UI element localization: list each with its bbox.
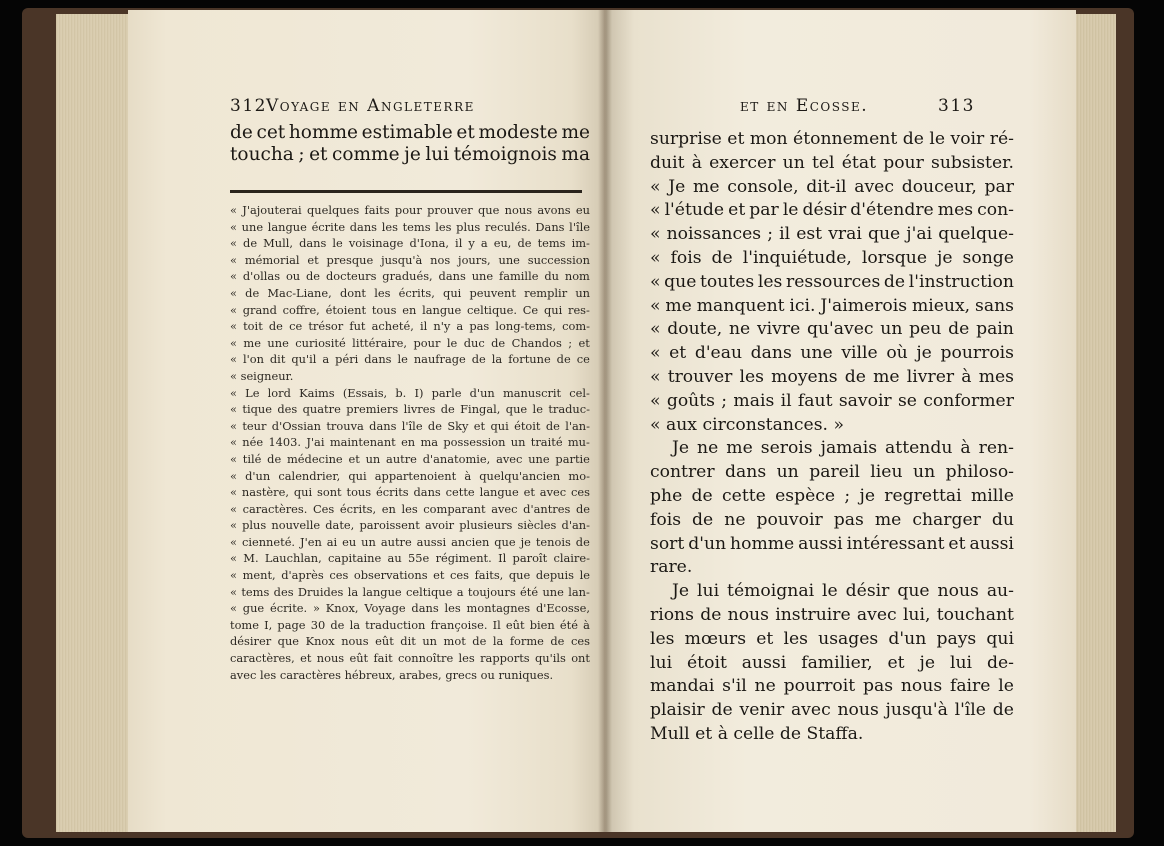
body-line: Mull et à celle de Staffa. bbox=[650, 723, 864, 744]
footnote-line: « tique des quatre premiers livres de Fingal, que le traduc- bbox=[230, 402, 590, 417]
body-line: Je ne me serois jamais attendu à ren- bbox=[672, 438, 1014, 459]
footnote-line: caractères, et nous eût fait connoître les rapports qu'ils ont bbox=[230, 651, 590, 666]
body-line: « que toutes les ressources de l'instruction bbox=[650, 271, 1014, 292]
body-line: de cet homme estimable et modeste me bbox=[230, 122, 590, 143]
footnote-line: « mémorial et presque jusqu'à nos jours, une succession bbox=[230, 252, 590, 267]
left-page-edges bbox=[56, 14, 128, 832]
footnote-line: « teur d'Ossian trouva dans l'île de Sky et qui étoit de l'an- bbox=[230, 418, 590, 433]
body-line: toucha ; et comme je lui témoignois ma bbox=[230, 144, 590, 165]
footnote-line: « d'un calendrier, qui appartenoient à quelqu'ancien mo- bbox=[230, 468, 590, 483]
right-running-head: et en Ecosse. bbox=[740, 96, 869, 116]
right-body-text bbox=[650, 128, 1014, 747]
footnote-line: « gue écrite. » Knox, Voyage dans les montagnes d'Ecosse, bbox=[230, 601, 590, 616]
footnote-rule bbox=[230, 190, 582, 193]
body-line: « me manquent ici. J'aimerois mieux, sans bbox=[650, 295, 1014, 316]
body-line: rare. bbox=[650, 557, 693, 578]
body-line: rions de nous instruire avec lui, touchant bbox=[650, 604, 1014, 625]
body-line: duit à exercer un tel état pour subsister. bbox=[650, 152, 1014, 173]
body-line: Je lui témoignai le désir que nous au- bbox=[672, 581, 1014, 602]
open-book bbox=[22, 8, 1134, 838]
footnote-line: « toit de ce trésor fut acheté, il n'y a pas long-tems, com- bbox=[230, 319, 590, 334]
footnote-line: « J'ajouterai quelques faits pour prouver que nous avons eu bbox=[230, 203, 590, 217]
body-line: phe de cette espèce ; je regrettai mille bbox=[650, 485, 1014, 506]
right-page-edges bbox=[1074, 14, 1116, 832]
footnote-line: « tems des Druides la langue celtique a toujours été une lan- bbox=[230, 584, 590, 599]
footnote-line: « nastère, qui sont tous écrits dans cette langue et avec ces bbox=[230, 485, 590, 500]
footnote-line: avec les caractères hébreux, arabes, grecs ou runiques. bbox=[230, 667, 554, 682]
body-line: « noissances ; il est vrai que j'ai quelque- bbox=[650, 224, 1014, 245]
footnote-line: tome I, page 30 de la traduction françoise. Il eût bien été à bbox=[230, 617, 590, 632]
footnote-line: « grand coffre, étoient tous en langue celtique. Ce qui res- bbox=[230, 302, 590, 317]
body-line: « et d'eau dans une ville où je pourrois bbox=[650, 343, 1014, 364]
footnote-line: « l'on dit qu'il a péri dans le naufrage de la fortune de ce bbox=[230, 352, 590, 367]
body-line: « trouver les moyens de me livrer à mes bbox=[650, 366, 1014, 387]
footnote-block bbox=[230, 202, 590, 683]
body-line: « fois de l'inquiétude, lorsque je songe bbox=[650, 247, 1014, 268]
footnote-line: « ment, d'après ces observations et ces faits, que depuis le bbox=[230, 568, 590, 583]
footnote-line: désirer que Knox nous eût dit un mot de la forme de ces bbox=[230, 634, 590, 649]
body-line: « Je me console, dit-il avec douceur, par bbox=[650, 176, 1014, 197]
body-line: lui étoit aussi familier, et je lui de- bbox=[650, 652, 1014, 673]
footnote-line: « tilé de médecine et un autre d'anatomie, avec une partie bbox=[230, 451, 590, 466]
footnote-line: « caractères. Ces écrits, en les comparant avec d'antres de bbox=[230, 501, 590, 516]
left-running-head: Voyage en Angleterre bbox=[266, 96, 475, 116]
footnote-line: « M. Lauchlan, capitaine au 55e régiment. Il paroît claire- bbox=[230, 551, 590, 566]
body-line: les mœurs et les usages d'un pays qui bbox=[650, 628, 1014, 649]
footnote-line: « de Mac-Liane, dont les écrits, qui peuvent remplir un bbox=[230, 285, 590, 300]
body-line: « doute, ne vivre qu'avec un peu de pain bbox=[650, 319, 1014, 340]
body-line: contrer dans un pareil lieu un philoso- bbox=[650, 462, 1014, 483]
right-page-number: 313 bbox=[938, 96, 975, 116]
book-gutter bbox=[598, 10, 612, 832]
body-line: « goûts ; mais il faut savoir se conformer bbox=[650, 390, 1014, 411]
body-line: sort d'un homme aussi intéressant et aussi bbox=[650, 533, 1014, 554]
body-line: plaisir de venir avec nous jusqu'à l'île de bbox=[650, 700, 1014, 721]
left-page-number: 312 bbox=[230, 96, 267, 116]
body-line: « l'étude et par le désir d'étendre mes con- bbox=[650, 200, 1014, 221]
body-line: mandai s'il ne pourroit pas nous faire le bbox=[650, 676, 1014, 697]
footnote-line: « me une curiosité littéraire, pour le duc de Chandos ; et bbox=[230, 335, 590, 350]
footnote-line: « de Mull, dans le voisinage d'Iona, il y a eu, de tems im- bbox=[230, 236, 590, 251]
body-line: « aux circonstances. » bbox=[650, 414, 844, 435]
footnote-line: « Le lord Kaims (Essais, b. I) parle d'un manuscrit cel- bbox=[230, 385, 590, 400]
footnote-line: « née 1403. J'ai maintenant en ma possession un traité mu- bbox=[230, 435, 590, 450]
footnote-line: « cienneté. J'en ai eu un autre aussi ancien que je tenois de bbox=[230, 534, 590, 549]
left-page bbox=[128, 10, 610, 832]
footnote-line: « une langue écrite dans les tems les plus reculés. Dans l'île bbox=[230, 219, 590, 234]
footnote-line: « seigneur. bbox=[230, 368, 294, 383]
body-line: fois de ne pouvoir pas me charger du bbox=[650, 509, 1014, 530]
footnote-line: « d'ollas ou de docteurs gradués, dans une famille du nom bbox=[230, 269, 590, 284]
footnote-line: « plus nouvelle date, paroissent avoir plusieurs siècles d'an- bbox=[230, 518, 590, 533]
body-line: surprise et mon étonnement de le voir ré- bbox=[650, 129, 1014, 149]
left-body-text bbox=[230, 122, 590, 166]
right-page bbox=[606, 10, 1076, 832]
